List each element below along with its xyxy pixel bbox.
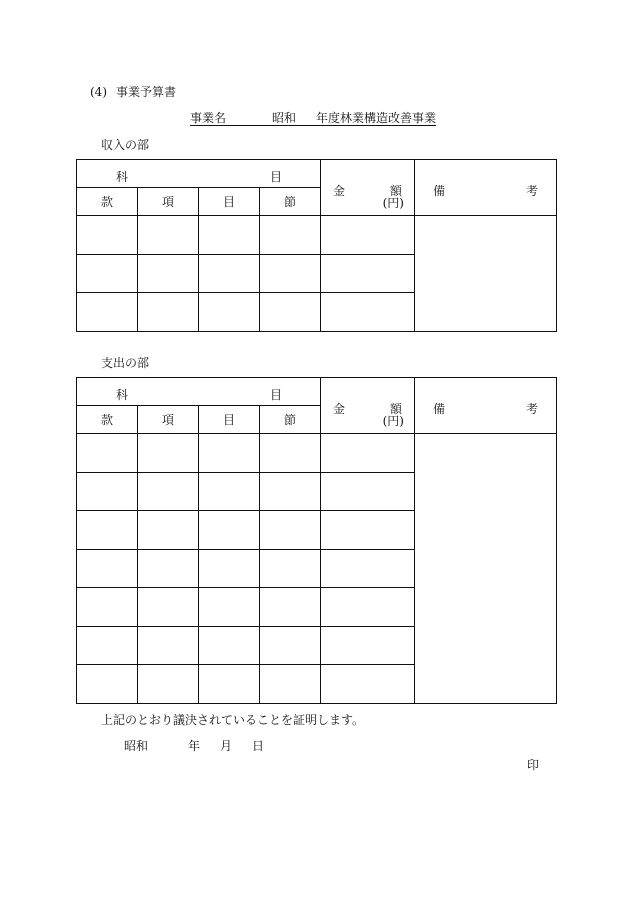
date-day: 日 [252,739,265,753]
table-cell [321,254,415,293]
kamoku-moku: 目 [269,170,282,184]
header-moku: 目 [199,188,260,216]
remarks-label-2: 考 [525,402,538,416]
table-cell [138,216,199,255]
table-cell [321,216,415,255]
table-cell [260,254,321,293]
header-row [77,160,557,188]
section-heading [90,86,176,98]
table-cell [321,588,415,627]
amount-header [321,160,415,216]
section-number: (4) [90,85,107,99]
table-cell [77,293,138,332]
expense-table [76,377,557,704]
header-setsu: 節 [260,188,321,216]
date-year: 年 [188,739,201,753]
remarks-label-1: 備 [433,184,446,198]
kamoku-ka: 科 [116,170,129,184]
amount-label-2: 額 [389,402,402,416]
table-cell [321,293,415,332]
table-cell [77,254,138,293]
table-cell [138,549,199,588]
table-cell [138,254,199,293]
table-cell [138,293,199,332]
table-cell [260,511,321,550]
amount-label-2: 額 [389,184,402,198]
table-cell [138,626,199,665]
table-cell [77,665,138,704]
table-cell [321,665,415,704]
remarks-header [415,378,557,434]
table-cell [321,626,415,665]
header-kou: 項 [138,406,199,434]
table-cell [260,216,321,255]
amount-header [321,378,415,434]
header-kan: 款 [77,188,138,216]
project-name: 年度林業構造改善事業 [316,111,437,125]
table-cell [199,626,260,665]
date-line [124,740,264,752]
table-cell [260,293,321,332]
section-title: 事業予算書 [116,85,177,99]
date-era: 昭和 [124,739,149,753]
header-moku: 目 [199,406,260,434]
table-cell [77,216,138,255]
table-cell [260,434,321,473]
table-cell [199,472,260,511]
table-row [77,216,557,255]
table-row [77,434,557,473]
table-cell [77,472,138,511]
kamoku-ka: 科 [116,388,129,402]
table-cell [77,549,138,588]
remarks-cell [415,434,557,704]
table-cell [199,293,260,332]
expense-section-label: 支出の部 [101,356,150,370]
header-setsu: 節 [260,406,321,434]
kamoku-header [77,378,321,406]
header-kou: 項 [138,188,199,216]
seal-mark: 印 [527,758,540,772]
amount-label-1: 金 [333,184,346,198]
table-cell [199,511,260,550]
table-cell [138,434,199,473]
table-cell [199,549,260,588]
certification-text: 上記のとおり議決されていることを証明します。 [101,713,365,727]
amount-unit: (円) [382,196,404,210]
remarks-label-1: 備 [433,402,446,416]
remarks-label-2: 考 [525,184,538,198]
table-cell [199,216,260,255]
table-cell [260,588,321,627]
table-cell [77,434,138,473]
table-cell [138,665,199,704]
table-cell [321,511,415,550]
table-cell [138,511,199,550]
kamoku-header [77,160,321,188]
table-cell [321,472,415,511]
remarks-header [415,160,557,216]
kamoku-moku: 目 [269,388,282,402]
table-cell [199,434,260,473]
income-section-label: 収入の部 [101,138,150,152]
table-cell [321,549,415,588]
table-cell [77,626,138,665]
project-name-line [190,112,436,126]
table-cell [260,472,321,511]
amount-label-1: 金 [333,402,346,416]
remarks-cell [415,216,557,332]
project-era: 昭和 [272,111,297,125]
header-kan: 款 [77,406,138,434]
table-cell [138,472,199,511]
date-month: 月 [220,739,233,753]
table-cell [77,511,138,550]
table-cell [199,588,260,627]
table-cell [260,626,321,665]
table-cell [199,665,260,704]
table-cell [321,434,415,473]
header-row [77,378,557,406]
table-cell [260,665,321,704]
table-cell [199,254,260,293]
amount-unit: (円) [382,414,404,428]
project-label: 事業名 [190,111,227,125]
income-table [76,159,557,332]
table-cell [77,588,138,627]
table-cell [260,549,321,588]
table-cell [138,588,199,627]
